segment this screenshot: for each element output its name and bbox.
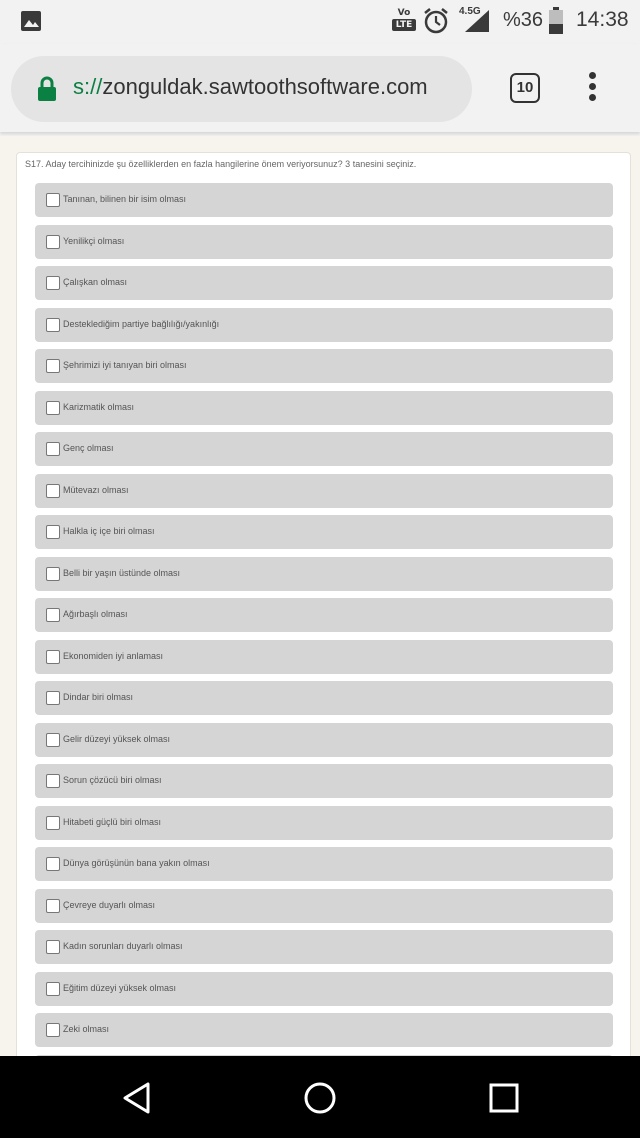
page-content	[0, 136, 640, 1056]
option-label: Dindar biri olması	[63, 692, 134, 702]
checkbox[interactable]	[46, 857, 60, 871]
option-label: Çalışkan olması	[63, 277, 128, 287]
battery-icon	[548, 7, 564, 35]
battery-percent: %36	[503, 9, 544, 31]
option-label: Kadın sorunları duyarlı olması	[63, 941, 183, 951]
tab-switcher-button[interactable]: 10	[510, 73, 540, 103]
volte-indicator	[392, 8, 416, 34]
option-item[interactable]	[35, 681, 613, 715]
option-label: Belli bir yaşın üstünde olması	[63, 567, 181, 578]
option-item[interactable]	[35, 557, 613, 591]
checkbox[interactable]	[46, 318, 60, 332]
checkbox[interactable]	[46, 608, 60, 622]
checkbox[interactable]	[46, 484, 60, 498]
back-icon[interactable]	[120, 1080, 156, 1116]
option-item[interactable]	[35, 225, 613, 259]
lock-icon[interactable]	[37, 76, 57, 102]
option-item[interactable]	[35, 266, 613, 300]
option-item[interactable]	[35, 349, 613, 383]
option-label: Eğitim düzeyi yüksek olması	[63, 982, 177, 993]
checkbox[interactable]	[46, 401, 60, 415]
option-label: Karizmatik olması	[63, 401, 135, 412]
option-list	[35, 183, 613, 1056]
checkbox[interactable]	[46, 816, 60, 830]
checkbox[interactable]	[46, 733, 60, 747]
checkbox[interactable]	[46, 276, 60, 290]
gallery-icon	[20, 10, 42, 32]
option-label: Yenilikçi olması	[63, 235, 125, 246]
option-label: Ekonomiden iyi anlaması	[63, 650, 164, 661]
option-item[interactable]	[35, 640, 613, 674]
option-item[interactable]	[35, 764, 613, 798]
option-item[interactable]	[35, 515, 613, 549]
address-bar[interactable]	[11, 56, 472, 122]
checkbox[interactable]	[46, 235, 60, 249]
option-item[interactable]	[35, 930, 613, 964]
option-label: Hitabeti güçlü biri olması	[63, 816, 162, 827]
checkbox[interactable]	[46, 650, 60, 664]
lte-label: LTE	[392, 19, 416, 31]
option-label: Genç olması	[63, 443, 114, 453]
option-item[interactable]	[35, 432, 613, 466]
checkbox[interactable]	[46, 899, 60, 913]
url-text[interactable]	[73, 74, 428, 100]
url-scheme: s://	[73, 74, 103, 99]
navigation-bar	[0, 1056, 640, 1138]
volte-label: Vo	[397, 8, 411, 18]
url-host: zonguldak.sawtoothsoftware.com	[102, 74, 428, 99]
browser-toolbar	[0, 44, 640, 132]
checkbox[interactable]	[46, 1023, 60, 1037]
option-item[interactable]	[35, 474, 613, 508]
option-item[interactable]	[35, 183, 613, 217]
option-item[interactable]	[35, 847, 613, 881]
checkbox[interactable]	[46, 940, 60, 954]
option-label: Dünya görüşünün bana yakın olması	[63, 858, 210, 868]
option-label: Şehrimizi iyi tanıyan biri olması	[63, 360, 187, 370]
overflow-menu-icon[interactable]	[585, 72, 599, 106]
option-label: Tanınan, bilinen bir isim olması	[63, 194, 187, 204]
checkbox[interactable]	[46, 982, 60, 996]
question-text: S17. Aday tercihinizde şu özelliklerden en fazla hangilerine önem veriyorsunuz? 3 tanesini seçiniz.	[25, 159, 417, 169]
option-item[interactable]	[35, 598, 613, 632]
option-label: Gelir düzeyi yüksek olması	[63, 733, 171, 744]
option-item[interactable]	[35, 308, 613, 342]
option-label: Ağırbaşlı olması	[63, 609, 128, 619]
checkbox[interactable]	[46, 691, 60, 705]
home-icon[interactable]	[302, 1080, 338, 1116]
checkbox[interactable]	[46, 442, 60, 456]
option-label: Halkla iç içe biri olması	[63, 526, 155, 536]
question-panel	[16, 152, 631, 1056]
option-item[interactable]	[35, 391, 613, 425]
checkbox[interactable]	[46, 525, 60, 539]
option-item[interactable]	[35, 806, 613, 840]
option-label: Çevreye duyarlı olması	[63, 899, 156, 910]
signal-icon	[463, 8, 491, 34]
option-item[interactable]	[35, 723, 613, 757]
status-bar	[0, 0, 640, 44]
option-item[interactable]	[35, 1013, 613, 1047]
checkbox[interactable]	[46, 774, 60, 788]
alarm-icon	[423, 7, 449, 35]
clock: 14:38	[576, 8, 629, 31]
option-item[interactable]	[35, 972, 613, 1006]
option-label: Zeki olması	[63, 1024, 110, 1034]
option-label: Mütevazı olması	[63, 484, 129, 495]
checkbox[interactable]	[46, 359, 60, 373]
recents-icon[interactable]	[486, 1080, 522, 1116]
checkbox[interactable]	[46, 193, 60, 207]
network-type: 4.5G	[459, 6, 481, 17]
option-label: Desteklediğim partiye bağlılığı/yakınlığı	[63, 318, 220, 329]
option-label: Sorun çözücü biri olması	[63, 775, 162, 785]
checkbox[interactable]	[46, 567, 60, 581]
option-item[interactable]	[35, 889, 613, 923]
